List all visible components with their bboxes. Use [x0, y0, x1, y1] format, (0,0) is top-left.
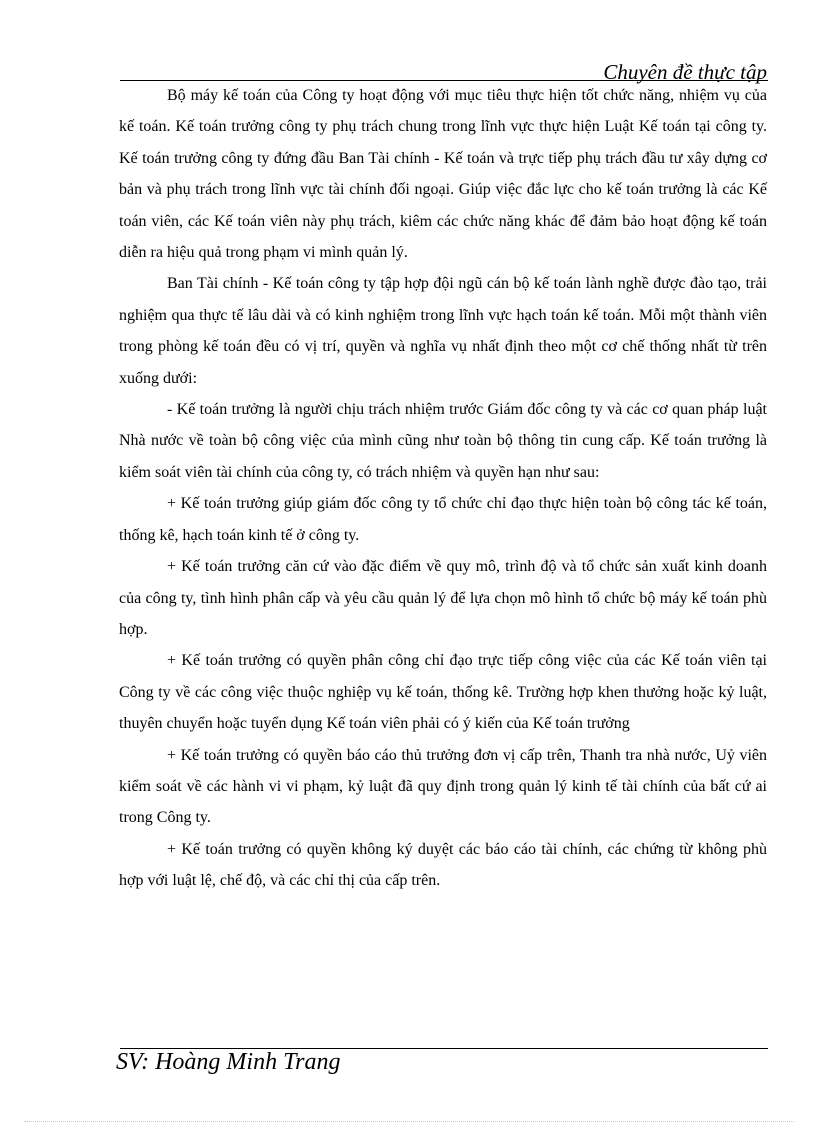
- paragraph-chief-accountant: - Kế toán trưởng là người chịu trách nhiệm trước Giám đốc công ty và các cơ quan pháp luật Nhà nước về toàn bộ công việc của mình cũng như toàn bộ thông tin cung cấp. Kế toán trưởng là kiểm soát viên tài chính của công ty, có trách nhiệm và quyền hạn như sau:: [119, 401, 767, 481]
- page-header-title: Chuyên đề thực tập: [603, 60, 767, 84]
- paragraph-duty-2: + Kế toán trưởng căn cứ vào đặc điểm về quy mô, trình độ và tổ chức sản xuất kinh doanh của công ty, tình hình phân cấp và yêu cầu quản lý để lựa chọn mô hình tổ chức bộ máy kế toán phù hợp.: [119, 558, 767, 638]
- page-bottom-edge: [24, 1121, 794, 1122]
- paragraph-team: Ban Tài chính - Kế toán công ty tập hợp đội ngũ cán bộ kế toán lành nghề được đào tạo, trải nghiệm qua thực tế lâu dài và có kinh nghiệm trong lĩnh vực hạch toán kế toán. Mỗi một thành viên trong phòng kế toán đều có vị trí, quyền và nghĩa vụ nhất định theo một cơ chế thống nhất từ trên xuống dưới:: [119, 275, 767, 387]
- document-body: [119, 80, 767, 897]
- paragraph-duty-5: + Kế toán trưởng có quyền không ký duyệt các báo cáo tài chính, các chứng từ không phù hợp với luật lệ, chế độ, và các chỉ thị của cấp trên.: [119, 840, 767, 890]
- paragraph-intro: Bộ máy kế toán của Công ty hoạt động với mục tiêu thực hiện tốt chức năng, nhiệm vụ của kế toán. Kế toán trưởng công ty phụ trách chung trong lĩnh vực thực hiện Luật Kế toán tại công ty. Kế toán trưởng công ty đứng đầu Ban Tài chính - Kế toán và trực tiếp phụ trách đầu tư xây dựng cơ bản và phụ trách trong lĩnh vực tài chính đối ngoại. Giúp việc đắc lực cho kế toán trưởng là các Kế toán viên, các Kế toán viên này phụ trách, kiêm các chức năng khác để đảm bảo hoạt động kế toán diễn ra hiệu quả trong phạm vi mình quản lý.: [119, 87, 767, 262]
- paragraph-duty-1: + Kế toán trưởng giúp giám đốc công ty tổ chức chỉ đạo thực hiện toàn bộ công tác kế toán, thống kê, hạch toán kinh tế ở công ty.: [119, 495, 767, 544]
- paragraph-duty-4: + Kế toán trưởng có quyền báo cáo thủ trưởng đơn vị cấp trên, Thanh tra nhà nước, Uỷ viên kiểm soát về các hành vi vi phạm, kỷ luật đã quy định trong quản lý kinh tế tài chính của bất cứ ai trong Công ty.: [119, 746, 767, 827]
- page-footer-author: SV: Hoàng Minh Trang: [116, 1049, 341, 1075]
- paragraph-duty-3: + Kế toán trưởng có quyền phân công chỉ đạo trực tiếp công việc của các Kế toán viên tại Công ty về các công việc thuộc nghiệp vụ kế toán, thống kê. Trường hợp khen thưởng hoặc kỷ luật, thuyên chuyển hoặc tuyển dụng Kế toán viên phải có ý kiến của Kế toán trưởng: [119, 652, 767, 733]
